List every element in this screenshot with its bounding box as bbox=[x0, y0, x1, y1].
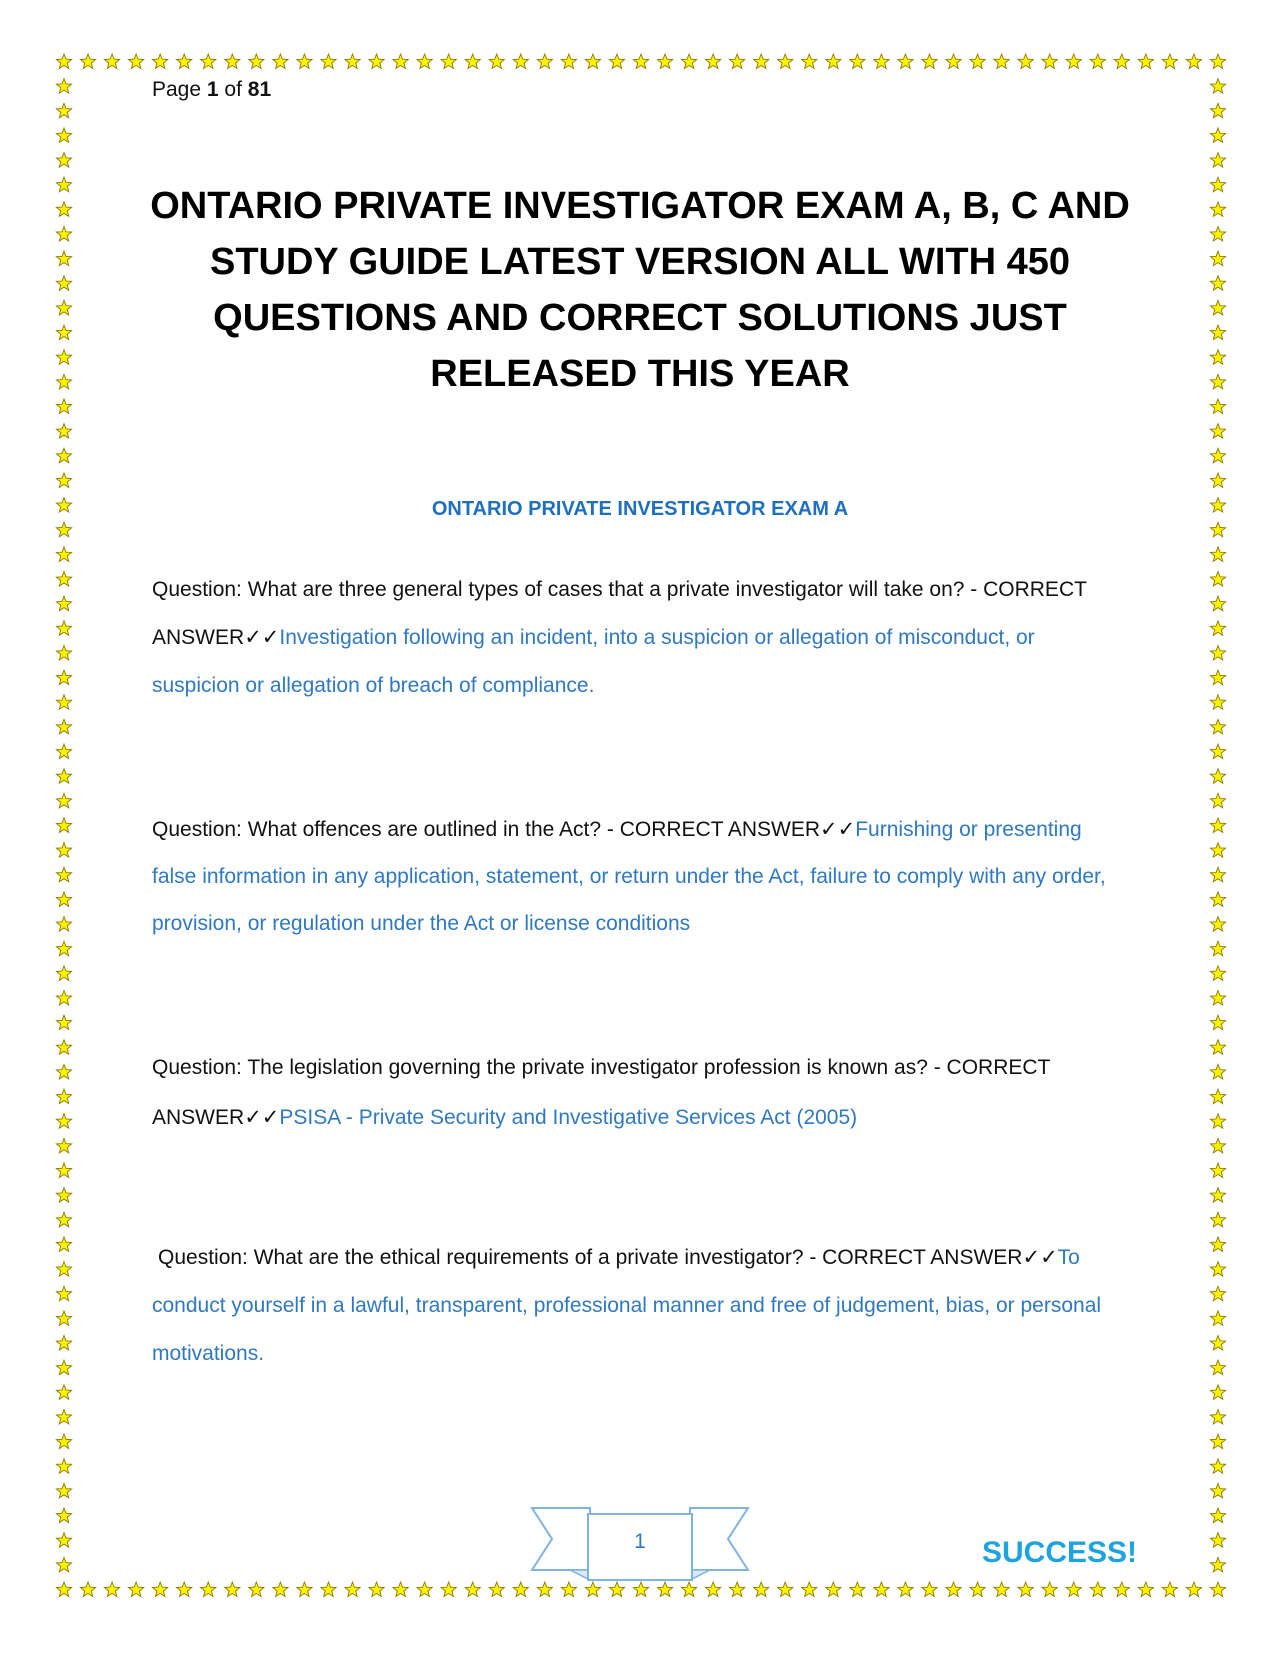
star-icon bbox=[56, 596, 71, 610]
star-icon bbox=[1090, 54, 1105, 68]
star-icon bbox=[1210, 1557, 1225, 1571]
star-icon bbox=[585, 54, 600, 68]
star-icon bbox=[1210, 867, 1225, 881]
star-icon bbox=[56, 374, 71, 388]
star-icon bbox=[56, 572, 71, 586]
star-icon bbox=[56, 695, 71, 709]
star-icon bbox=[1210, 103, 1225, 117]
star-icon bbox=[56, 769, 71, 783]
star-icon bbox=[1042, 1582, 1057, 1596]
star-icon bbox=[56, 793, 71, 807]
star-icon bbox=[56, 1508, 71, 1522]
star-icon bbox=[1210, 1311, 1225, 1325]
star-icon bbox=[56, 1434, 71, 1448]
star-icon bbox=[56, 917, 71, 931]
star-icon bbox=[778, 1582, 793, 1596]
star-icon bbox=[345, 1582, 360, 1596]
star-icon bbox=[1186, 54, 1201, 68]
star-icon bbox=[1210, 79, 1225, 93]
star-icon bbox=[56, 1064, 71, 1078]
star-icon bbox=[681, 1582, 696, 1596]
checkmark-icon: ✓✓ bbox=[244, 626, 280, 649]
star-icon bbox=[1210, 1114, 1225, 1128]
star-icon bbox=[1210, 547, 1225, 561]
star-icon bbox=[946, 1582, 961, 1596]
star-icon bbox=[321, 54, 336, 68]
star-icon bbox=[994, 1582, 1009, 1596]
star-icon bbox=[56, 54, 71, 68]
star-icon bbox=[1042, 54, 1057, 68]
star-icon bbox=[56, 498, 71, 512]
star-icon bbox=[1210, 128, 1225, 142]
star-icon bbox=[225, 54, 240, 68]
star-icon bbox=[1210, 399, 1225, 413]
star-icon bbox=[1210, 473, 1225, 487]
star-icon bbox=[177, 1582, 192, 1596]
star-icon bbox=[56, 719, 71, 733]
star-icon bbox=[1210, 276, 1225, 290]
star-icon bbox=[104, 54, 119, 68]
star-icon bbox=[56, 251, 71, 265]
star-icon bbox=[609, 54, 624, 68]
star-icon bbox=[1186, 1582, 1201, 1596]
star-icon bbox=[850, 1582, 865, 1596]
star-icon bbox=[1210, 177, 1225, 191]
star-icon bbox=[56, 892, 71, 906]
star-icon bbox=[1210, 424, 1225, 438]
star-icon bbox=[1210, 1262, 1225, 1276]
star-icon bbox=[1210, 744, 1225, 758]
star-icon bbox=[1210, 448, 1225, 462]
star-icon bbox=[177, 54, 192, 68]
star-icon bbox=[874, 54, 889, 68]
star-icon bbox=[1210, 325, 1225, 339]
star-icon bbox=[56, 1138, 71, 1152]
star-icon bbox=[1162, 1582, 1177, 1596]
star-icon bbox=[1210, 1237, 1225, 1251]
star-icon bbox=[465, 54, 480, 68]
star-icon bbox=[56, 1582, 71, 1596]
star-icon bbox=[56, 1286, 71, 1300]
star-icon bbox=[1210, 621, 1225, 635]
star-icon bbox=[1210, 202, 1225, 216]
star-icon bbox=[56, 300, 71, 314]
star-icon bbox=[56, 744, 71, 758]
star-icon bbox=[297, 54, 312, 68]
star-icon bbox=[1210, 769, 1225, 783]
star-icon bbox=[1210, 1163, 1225, 1177]
star-icon bbox=[706, 54, 721, 68]
star-icon bbox=[1210, 1385, 1225, 1399]
star-icon bbox=[1210, 793, 1225, 807]
star-icon bbox=[1210, 645, 1225, 659]
star-icon bbox=[1210, 941, 1225, 955]
star-icon bbox=[1210, 1508, 1225, 1522]
star-icon bbox=[80, 1582, 95, 1596]
document-title: ONTARIO PRIVATE INVESTIGATOR EXAM A, B, C AND STUDY GUIDE LATEST VERSION ALL WITH 450 QUESTIONS AND CORRECT SOLUTIONS JUST RELEASED THIS YEAR bbox=[150, 185, 1130, 395]
star-icon bbox=[826, 1582, 841, 1596]
star-icon bbox=[56, 1336, 71, 1350]
star-icon bbox=[56, 1533, 71, 1547]
star-icon bbox=[56, 202, 71, 216]
star-icon bbox=[369, 1582, 384, 1596]
star-icon bbox=[393, 1582, 408, 1596]
answer-text: Investigation following an incident, into a suspicion or allegation of misconduct, or suspicion or allegation of breach of compliance. bbox=[152, 626, 1035, 697]
star-icon bbox=[56, 1483, 71, 1497]
star-icon bbox=[1210, 1212, 1225, 1226]
star-icon bbox=[802, 54, 817, 68]
star-icon bbox=[56, 1040, 71, 1054]
star-icon bbox=[970, 54, 985, 68]
star-icon bbox=[1114, 1582, 1129, 1596]
star-icon bbox=[898, 54, 913, 68]
question-text: Question: The legislation governing the private investigator profession is known as? - CORRECT ANSWER bbox=[152, 1056, 1051, 1129]
star-icon bbox=[1210, 374, 1225, 388]
section-heading: ONTARIO PRIVATE INVESTIGATOR EXAM A bbox=[431, 498, 849, 520]
star-icon bbox=[1210, 498, 1225, 512]
page-number-header: Page 1 of 81 bbox=[152, 78, 272, 101]
star-icon bbox=[1210, 1434, 1225, 1448]
star-icon bbox=[56, 1163, 71, 1177]
star-icon bbox=[1210, 596, 1225, 610]
star-icon bbox=[56, 645, 71, 659]
star-icon bbox=[441, 54, 456, 68]
star-icon bbox=[56, 177, 71, 191]
answer-text: To conduct yourself in a lawful, transparent, professional manner and free of judgement, bias, or personal motivations. bbox=[152, 1246, 1102, 1365]
star-icon bbox=[56, 103, 71, 117]
star-icon bbox=[730, 54, 745, 68]
star-icon bbox=[754, 54, 769, 68]
star-icon bbox=[1210, 522, 1225, 536]
star-icon bbox=[56, 867, 71, 881]
star-icon bbox=[922, 1582, 937, 1596]
star-icon bbox=[1210, 1336, 1225, 1350]
star-icon bbox=[56, 1262, 71, 1276]
star-icon bbox=[1210, 350, 1225, 364]
success-tagline: SUCCESS! bbox=[982, 1536, 1138, 1569]
star-icon bbox=[1210, 1089, 1225, 1103]
star-icon bbox=[1138, 54, 1153, 68]
star-icon bbox=[417, 54, 432, 68]
star-icon bbox=[1210, 1188, 1225, 1202]
star-icon bbox=[56, 1311, 71, 1325]
star-icon bbox=[56, 621, 71, 635]
star-icon bbox=[778, 54, 793, 68]
star-icon bbox=[56, 1212, 71, 1226]
star-icon bbox=[56, 547, 71, 561]
star-icon bbox=[513, 1582, 528, 1596]
star-icon bbox=[1210, 670, 1225, 684]
star-icon bbox=[153, 54, 168, 68]
star-icon bbox=[56, 670, 71, 684]
qa-item bbox=[152, 1234, 1127, 1378]
star-icon bbox=[1210, 966, 1225, 980]
star-icon bbox=[489, 1582, 504, 1596]
star-icon bbox=[56, 1557, 71, 1571]
star-icon bbox=[56, 818, 71, 832]
star-icon bbox=[56, 1360, 71, 1374]
star-icon bbox=[609, 1582, 624, 1596]
star-icon bbox=[850, 54, 865, 68]
star-icon bbox=[56, 1237, 71, 1251]
star-icon bbox=[1114, 54, 1129, 68]
star-icon bbox=[1210, 1015, 1225, 1029]
checkmark-icon: ✓✓ bbox=[244, 1106, 280, 1129]
star-icon bbox=[56, 966, 71, 980]
star-icon bbox=[657, 54, 672, 68]
star-icon bbox=[1210, 1064, 1225, 1078]
star-icon bbox=[297, 1582, 312, 1596]
question-text: Question: What are three general types of cases that a private investigator will take on? - CORRECT ANSWER bbox=[152, 578, 1087, 649]
star-icon bbox=[633, 54, 648, 68]
star-icon bbox=[1210, 153, 1225, 167]
star-icon bbox=[56, 399, 71, 413]
star-icon bbox=[1210, 1459, 1225, 1473]
star-icon bbox=[970, 1582, 985, 1596]
star-icon bbox=[1210, 1286, 1225, 1300]
star-icon bbox=[56, 227, 71, 241]
star-icon bbox=[754, 1582, 769, 1596]
star-icon bbox=[56, 1015, 71, 1029]
star-icon bbox=[56, 1385, 71, 1399]
star-icon bbox=[56, 350, 71, 364]
star-icon bbox=[1210, 991, 1225, 1005]
qa-item bbox=[152, 806, 1127, 947]
star-icon bbox=[874, 1582, 889, 1596]
star-icon bbox=[730, 1582, 745, 1596]
star-icon bbox=[56, 153, 71, 167]
qa-item bbox=[152, 1043, 1127, 1143]
star-icon bbox=[56, 1409, 71, 1423]
star-icon bbox=[1210, 843, 1225, 857]
star-icon bbox=[1210, 1483, 1225, 1497]
qa-item bbox=[152, 566, 1127, 710]
star-icon bbox=[633, 1582, 648, 1596]
star-icon bbox=[56, 522, 71, 536]
star-icon bbox=[1066, 1582, 1081, 1596]
star-icon bbox=[56, 941, 71, 955]
star-icon bbox=[1210, 719, 1225, 733]
answer-text: PSISA - Private Security and Investigative Services Act (2005) bbox=[279, 1106, 858, 1129]
star-icon bbox=[1210, 572, 1225, 586]
star-icon bbox=[80, 54, 95, 68]
star-icon bbox=[153, 1582, 168, 1596]
star-icon bbox=[1210, 251, 1225, 265]
star-icon bbox=[585, 1582, 600, 1596]
star-icon bbox=[393, 54, 408, 68]
star-icon bbox=[1210, 1409, 1225, 1423]
star-icon bbox=[273, 54, 288, 68]
star-icon bbox=[104, 1582, 119, 1596]
star-icon bbox=[1210, 227, 1225, 241]
question-text: Question: What are the ethical requirements of a private investigator? - CORRECT ANSWER bbox=[158, 1246, 1023, 1269]
question-text: Question: What offences are outlined in the Act? - CORRECT ANSWER bbox=[152, 818, 821, 841]
star-icon bbox=[1066, 54, 1081, 68]
star-icon bbox=[321, 1582, 336, 1596]
star-icon bbox=[1090, 1582, 1105, 1596]
star-icon bbox=[56, 991, 71, 1005]
star-icon bbox=[537, 1582, 552, 1596]
star-icon bbox=[1210, 818, 1225, 832]
star-icon bbox=[826, 54, 841, 68]
star-icon bbox=[513, 54, 528, 68]
star-icon bbox=[1018, 54, 1033, 68]
star-icon bbox=[273, 1582, 288, 1596]
star-icon bbox=[249, 54, 264, 68]
star-icon bbox=[56, 473, 71, 487]
answer-text: Furnishing or presenting false information in any application, statement, or return under the Act, failure to comply with any order, provision, or regulation under the Act or license conditions bbox=[152, 818, 1106, 935]
star-icon bbox=[56, 843, 71, 857]
star-icon bbox=[56, 424, 71, 438]
star-icon bbox=[1210, 695, 1225, 709]
star-icon bbox=[56, 1188, 71, 1202]
star-icon bbox=[1210, 892, 1225, 906]
star-icon bbox=[441, 1582, 456, 1596]
star-icon bbox=[1210, 1040, 1225, 1054]
star-icon bbox=[1018, 1582, 1033, 1596]
star-icon bbox=[201, 54, 216, 68]
star-icon bbox=[56, 448, 71, 462]
star-icon bbox=[657, 1582, 672, 1596]
star-icon bbox=[802, 1582, 817, 1596]
star-icon bbox=[1210, 54, 1225, 68]
star-icon bbox=[129, 1582, 144, 1596]
star-icon bbox=[537, 54, 552, 68]
star-icon bbox=[561, 54, 576, 68]
star-icon bbox=[56, 1459, 71, 1473]
star-icon bbox=[681, 54, 696, 68]
star-icon bbox=[249, 1582, 264, 1596]
star-icon bbox=[898, 1582, 913, 1596]
star-icon bbox=[994, 54, 1009, 68]
star-icon bbox=[56, 79, 71, 93]
star-icon bbox=[56, 1114, 71, 1128]
star-icon bbox=[129, 54, 144, 68]
star-icon bbox=[1138, 1582, 1153, 1596]
star-icon bbox=[561, 1582, 576, 1596]
star-icon bbox=[922, 54, 937, 68]
star-icon bbox=[201, 1582, 216, 1596]
footer-page-number: 1 bbox=[634, 1530, 646, 1553]
star-icon bbox=[706, 1582, 721, 1596]
star-icon bbox=[369, 54, 384, 68]
star-icon bbox=[1210, 1582, 1225, 1596]
star-icon bbox=[1210, 1360, 1225, 1374]
star-icon bbox=[946, 54, 961, 68]
star-icon bbox=[417, 1582, 432, 1596]
star-icon bbox=[1210, 917, 1225, 931]
star-icon bbox=[1210, 300, 1225, 314]
star-icon bbox=[225, 1582, 240, 1596]
star-icon bbox=[56, 1089, 71, 1103]
star-icon bbox=[1210, 1533, 1225, 1547]
star-icon bbox=[56, 325, 71, 339]
star-icon bbox=[465, 1582, 480, 1596]
star-icon bbox=[56, 276, 71, 290]
star-icon bbox=[489, 54, 504, 68]
checkmark-icon: ✓✓ bbox=[820, 818, 856, 841]
star-icon bbox=[1210, 1138, 1225, 1152]
star-icon bbox=[1162, 54, 1177, 68]
star-icon bbox=[345, 54, 360, 68]
checkmark-icon: ✓✓ bbox=[1022, 1246, 1058, 1269]
star-icon bbox=[56, 128, 71, 142]
